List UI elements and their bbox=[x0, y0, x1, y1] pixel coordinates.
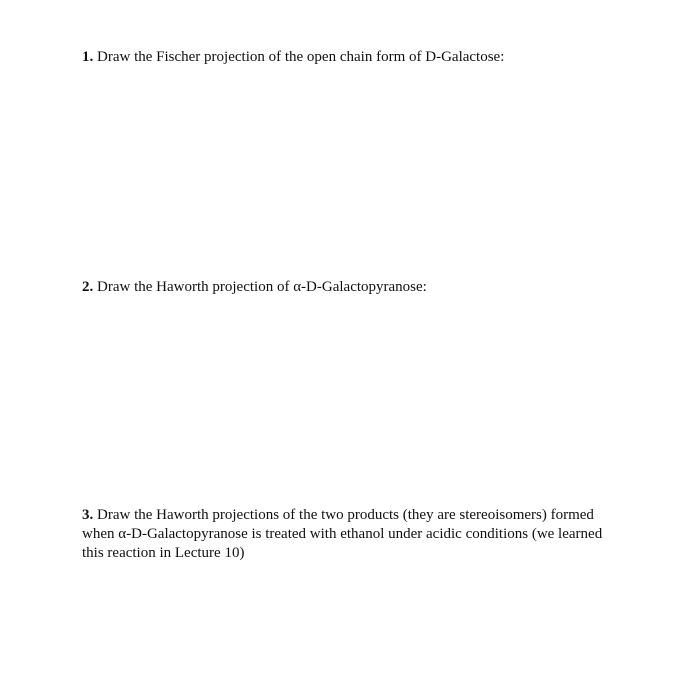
question-3-dash: - bbox=[126, 526, 132, 542]
question-1 bbox=[82, 48, 622, 67]
question-2-number: 2. bbox=[82, 279, 94, 295]
question-1-text-start: Draw the Fischer projection of the open chain form of bbox=[93, 49, 426, 65]
question-2-text-end: -Galactopyranose: bbox=[316, 279, 427, 295]
question-2-d-config: D bbox=[306, 279, 317, 295]
question-2-text-start: Draw the Haworth projection of bbox=[93, 279, 294, 295]
question-2-alpha-symbol: α bbox=[293, 279, 302, 295]
answer-space-2 bbox=[82, 302, 622, 492]
question-2-dash: - bbox=[301, 279, 307, 295]
question-3-number: 3. bbox=[82, 507, 94, 523]
question-3 bbox=[82, 506, 627, 563]
question-2 bbox=[82, 278, 622, 297]
question-1-number: 1. bbox=[82, 49, 94, 65]
question-3-text-start: Draw the Haworth projections of the two products (they are stereoisomers) formed when bbox=[82, 507, 594, 542]
answer-space-1 bbox=[82, 72, 622, 262]
answer-space-3 bbox=[82, 566, 622, 686]
question-3-d-config: D bbox=[131, 526, 142, 542]
question-1-text-end: -Galactose: bbox=[436, 49, 505, 65]
question-3-text-end: -Galactopyranose is treated with ethanol under acidic conditions (we learned this reaction in Lecture 10) bbox=[82, 526, 603, 561]
question-3-alpha-symbol: α bbox=[118, 526, 127, 542]
question-1-d-config: D bbox=[425, 49, 437, 65]
